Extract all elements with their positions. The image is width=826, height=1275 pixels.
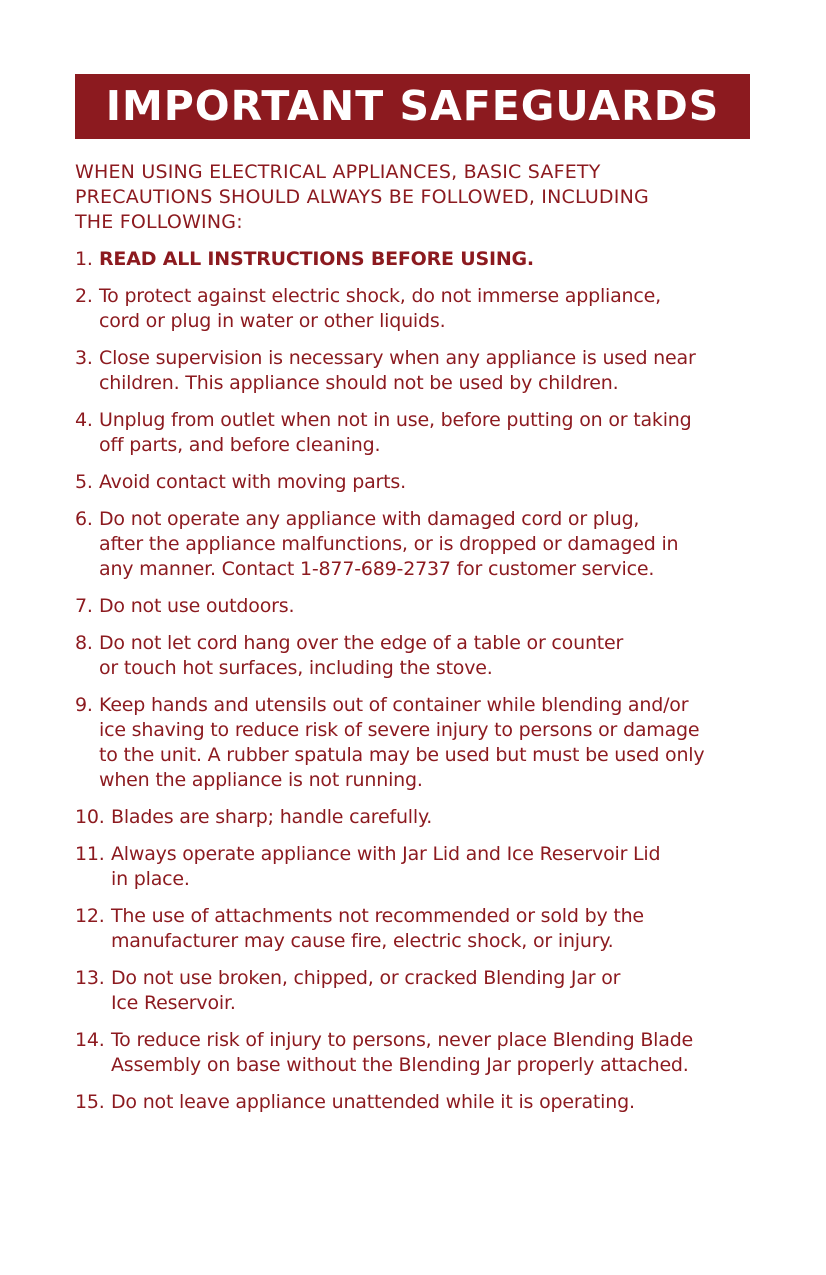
- item-text: Keep hands and utensils out of container while blending and/or ice shaving to reduce risk of severe injury to persons or damage to the unit. A rubber spatula may be used but must be used only when the appliance is not running.: [99, 694, 705, 791]
- item-number: 6.: [75, 508, 93, 530]
- item-text: Close supervision is necessary when any appliance is used near children. This appliance should not be used by children.: [99, 347, 696, 394]
- item-number: 9.: [75, 694, 93, 716]
- item-number: 8.: [75, 632, 93, 654]
- item-text: Blades are sharp; handle carefully.: [111, 806, 433, 828]
- item-text: The use of attachments not recommended or sold by the manufacturer may cause fire, electric shock, or injury.: [111, 905, 644, 952]
- item-text: To reduce risk of injury to persons, never place Blending Blade Assembly on base without the Blending Jar properly attached.: [111, 1029, 694, 1076]
- item-number: 11.: [75, 843, 105, 865]
- item-text: Avoid contact with moving parts.: [99, 471, 406, 493]
- list-item: [75, 631, 755, 681]
- list-item: [75, 247, 755, 272]
- list-item: [75, 284, 755, 334]
- item-number: 5.: [75, 471, 93, 493]
- item-number: 12.: [75, 905, 105, 927]
- list-item: [75, 693, 755, 793]
- item-text: Always operate appliance with Jar Lid and Ice Reservoir Lid in place.: [111, 843, 661, 890]
- item-text: To protect against electric shock, do not immerse appliance, cord or plug in water or other liquids.: [99, 285, 661, 332]
- page-title: IMPORTANT SAFEGUARDS: [105, 82, 720, 130]
- title-banner: [75, 74, 750, 139]
- intro-paragraph: WHEN USING ELECTRICAL APPLIANCES, BASIC SAFETY PRECAUTIONS SHOULD ALWAYS BE FOLLOWED, INCLUDING THE FOLLOWING:: [75, 161, 649, 233]
- list-item: [75, 1028, 755, 1078]
- item-number: 13.: [75, 967, 105, 989]
- list-item: [75, 966, 755, 1016]
- item-number: 3.: [75, 347, 93, 369]
- item-text: Do not operate any appliance with damaged cord or plug, after the appliance malfunctions, or is dropped or damaged in any manner. Contact 1-877-689-2737 for customer service.: [99, 508, 679, 580]
- item-number: 1.: [75, 248, 93, 270]
- item-number: 10.: [75, 806, 105, 828]
- item-text: Do not use outdoors.: [99, 595, 295, 617]
- intro-text: [75, 160, 735, 235]
- item-number: 14.: [75, 1029, 105, 1051]
- list-item: [75, 1090, 755, 1115]
- item-number: 4.: [75, 409, 93, 431]
- list-item: [75, 346, 755, 396]
- item-number: 15.: [75, 1091, 105, 1113]
- safeguards-list: [75, 247, 755, 1127]
- item-text: Do not let cord hang over the edge of a table or counter or touch hot surfaces, including the stove.: [99, 632, 624, 679]
- list-item: [75, 594, 755, 619]
- item-number: 7.: [75, 595, 93, 617]
- list-item: [75, 507, 755, 582]
- list-item: [75, 408, 755, 458]
- item-text: Do not leave appliance unattended while it is operating.: [111, 1091, 635, 1113]
- list-item: [75, 904, 755, 954]
- item-text: Do not use broken, chipped, or cracked Blending Jar or Ice Reservoir.: [111, 967, 621, 1014]
- item-number: 2.: [75, 285, 93, 307]
- list-item: [75, 470, 755, 495]
- list-item: [75, 842, 755, 892]
- item-text: READ ALL INSTRUCTIONS BEFORE USING.: [99, 248, 534, 270]
- list-item: [75, 805, 755, 830]
- item-text: Unplug from outlet when not in use, before putting on or taking off parts, and before cleaning.: [99, 409, 692, 456]
